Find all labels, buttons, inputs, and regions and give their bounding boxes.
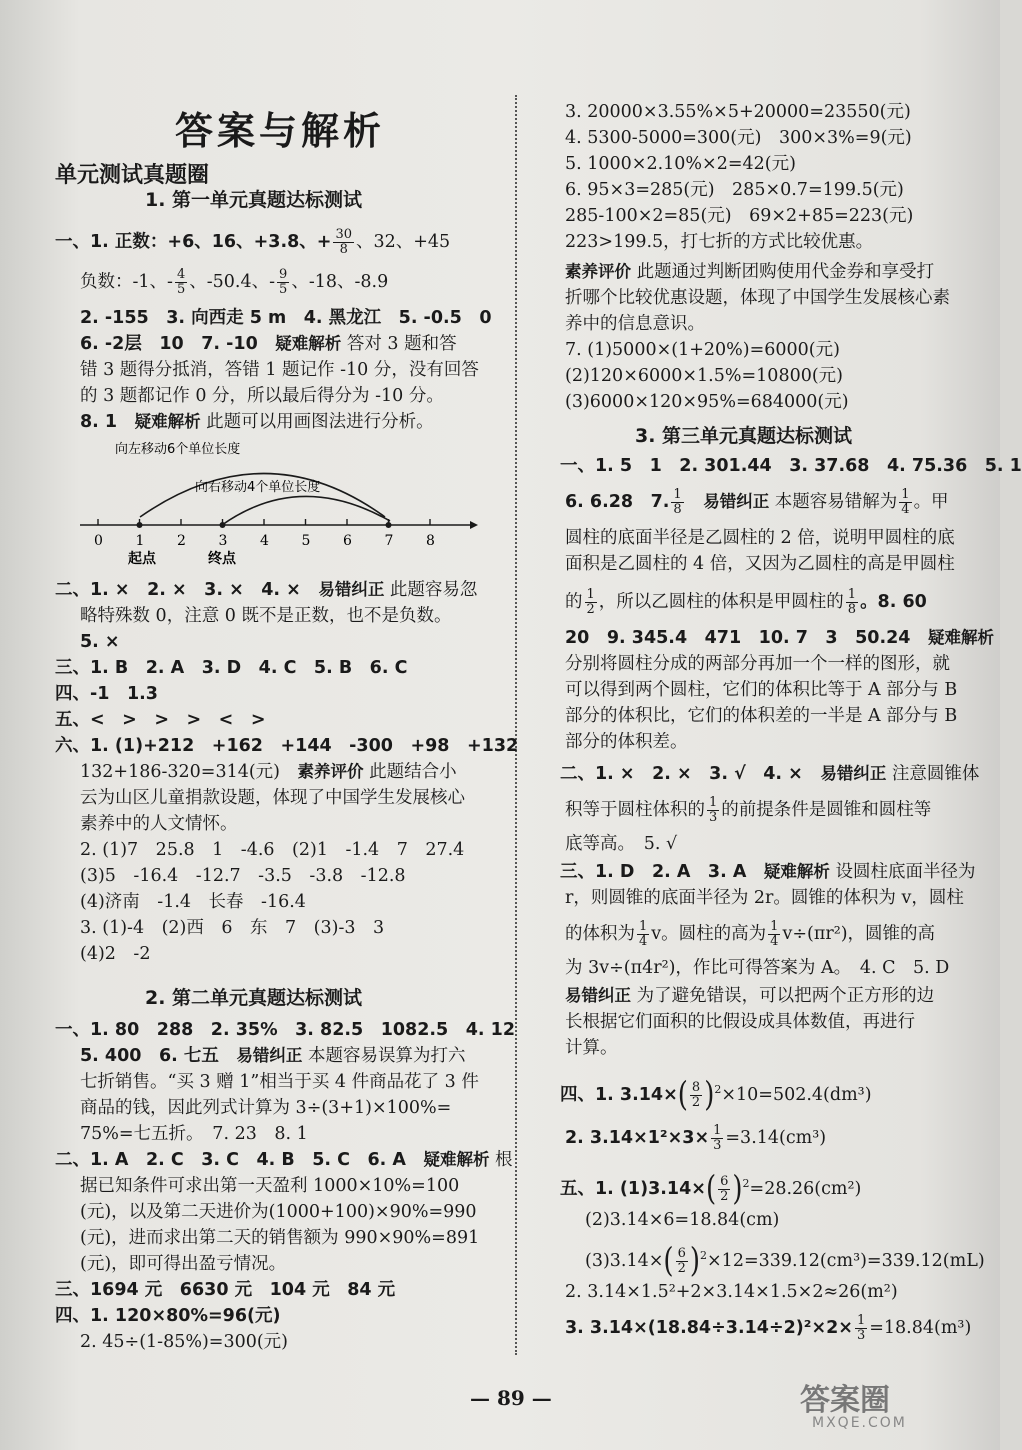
fraction: $\frac{1}{4}$ [901, 487, 910, 517]
page-number: — 89 — [470, 1386, 552, 1410]
answer-line: 负数：-1、- $\frac{4}{5}$ 、-50.4、- $\frac{9}{5}$ 、-18、-8.9 [80, 267, 389, 297]
axis-arrow [470, 521, 478, 529]
answer-line: 积等于圆柱体积的 $\frac{1}{3}$ 的前提条件是圆锥和圆柱等 [565, 795, 932, 825]
answer-line: 20 9. 345.4 471 10. 7 3 50.24 疑难解析 [565, 628, 994, 648]
answer-line: 2. 3.14×1.5²+2×3.14×1.5×2≈26(m²) [565, 1282, 898, 1302]
watermark-logo: 答案圈 [800, 1383, 890, 1418]
answer-line: (3)6000×120×95%=684000(元) [565, 392, 849, 412]
answer-line: 素养评价 此题通过判断团购使用代金券和享受打 [565, 262, 935, 282]
answer-line: 的 $\frac{1}{2}$ ，所以乙圆柱的体积是甲圆柱的 $\frac{1}{8}$ 。8. 60 [565, 587, 927, 617]
answer-line: 三、1. B 2. A 3. D 4. C 5. B 6. C [55, 658, 408, 678]
answer-line: 的 3 题都记作 0 分，所以最后得分为 -10 分。 [80, 386, 444, 406]
fraction: $\frac{6}{2}$ [677, 1245, 686, 1276]
tick-group [94, 519, 435, 549]
answer-line: 8. 1 疑难解析 此题可以用画图法进行分析。 [80, 412, 434, 432]
tick-label: 3 [218, 533, 228, 549]
section-title: 单元测试真题圈 [55, 163, 210, 188]
answer-line: 三、1. D 2. A 3. A 疑难解析 设圆柱底面半径为 [560, 862, 976, 882]
answer-line: 二、1. × 2. × 3. √ 4. × 易错纠正 注意圆锥体 [560, 764, 980, 784]
answer-line: 底等高。 5. √ [565, 834, 678, 854]
answer-line: 6. 6.28 7. $\frac{1}{8}$ 易错纠正 本题容易错解为 $\frac{1}{4}$ 。甲 [565, 487, 949, 517]
tick-label: 1 [135, 533, 145, 549]
fraction: $\frac{1}{4}$ [639, 919, 648, 949]
answer-line: 五、1. (1)3.14×( $\frac{6}{2}$ )$^2$=28.26(cm²) [560, 1169, 862, 1209]
answer-line: (3)3.14×( $\frac{6}{2}$ )$^2$×12=339.12(cm³)=339.12(mL) [585, 1241, 985, 1281]
answer-line: 易错纠正 为了避免错误，可以把两个正方形的边 [565, 986, 935, 1006]
answer-line: 素养中的人文情怀。 [80, 814, 238, 834]
answer-line: (2)3.14×6=18.84(cm) [585, 1210, 780, 1230]
answer-line: 部分的体积差。 [565, 732, 688, 752]
answer-line: (4)2 -2 [80, 944, 151, 964]
unit1-heading: 1. 第一单元真题达标测试 [145, 189, 363, 211]
answer-line: 面积是乙圆柱的 4 倍，又因为乙圆柱的高是甲圆柱 [565, 554, 955, 574]
answer-line: 云为山区儿童捐款设题，体现了中国学生发展核心 [80, 788, 465, 808]
answer-line: 的体积为 $\frac{1}{4}$ v。圆柱的高为 $\frac{1}{4}$ v÷(πr²)，圆锥的高 [565, 919, 936, 949]
answer-line: 3. 20000×3.55%×5+20000=23550(元) [565, 102, 911, 122]
fraction: $\frac{1}{2}$ [586, 587, 595, 617]
answer-line: 商品的钱，因此列式计算为 3÷(3+1)×100%= [80, 1098, 452, 1118]
tick-label: 8 [426, 533, 435, 549]
answer-line: 4. 5300-5000=300(元) 300×3%=9(元) [565, 128, 912, 148]
answer-line: 285-100×2=85(元) 69×2+85=223(元) [565, 206, 914, 226]
answer-line: 长根据它们面积的比假设成具体数值，再进行 [565, 1012, 915, 1032]
point-marker [220, 522, 226, 528]
answer-line: 养中的信息意识。 [565, 314, 705, 334]
answer-line: 二、1. A 2. C 3. C 4. B 5. C 6. A 疑难解析 根 [55, 1150, 513, 1170]
start-label: 起点 [128, 551, 156, 567]
answer-line: 部分的体积比，它们的体积差的一半是 A 部分与 B [565, 706, 958, 726]
answer-line: 5. 1000×2.10%×2=42(元) [565, 154, 796, 174]
answer-line: 略特殊数 0，注意 0 既不是正数，也不是负数。 [80, 606, 452, 626]
answer-line: 一、1. 5 1 2. 301.44 3. 37.68 4. 75.36 5. 1 [560, 456, 1022, 476]
answer-line: r，则圆锥的底面半径为 2r。圆锥的体积为 v，圆柱 [565, 888, 964, 908]
fraction: $\frac{30}{8}$ [335, 227, 352, 257]
arc-left-label: 向左移动6个单位长度 [115, 442, 241, 457]
fraction: $\frac{1}{3}$ [709, 795, 718, 825]
watermark-url: MXQE.COM [812, 1415, 907, 1431]
answer-line: 5. × [80, 632, 120, 652]
answer-line: 223>199.5，打七折的方式比较优惠。 [565, 232, 874, 252]
answer-line: 6. 95×3=285(元) 285×0.7=199.5(元) [565, 180, 904, 200]
tick-label: 2 [177, 533, 186, 549]
answer-line: 六、1. (1)+212 +162 +144 -300 +98 +132 [55, 736, 519, 756]
tick-label: 6 [343, 533, 352, 549]
fraction: $\frac{1}{3}$ [713, 1123, 722, 1153]
answer-line: 2. -155 3. 向西走 5 m 4. 黑龙江 5. -0.5 0 [80, 308, 492, 328]
answer-line: 2. 3.14×1²×3× $\frac{1}{3}$ =3.14(cm³) [565, 1123, 827, 1153]
answer-line: 6. -2层 10 7. -10 疑难解析 答对 3 题和答 [80, 334, 457, 354]
answer-line: 错 3 题得分抵消，答错 1 题记作 -10 分，没有回答 [80, 360, 479, 380]
answer-line: 75%=七五折。 7. 23 8. 1 [80, 1124, 308, 1144]
fraction: $\frac{8}{2}$ [691, 1079, 701, 1110]
column-divider [515, 95, 517, 1355]
answer-line: 计算。 [565, 1038, 618, 1058]
answer-line: 三、1694 元 6630 元 104 元 84 元 [55, 1280, 396, 1300]
answer-line: (3)5 -16.4 -12.7 -3.5 -3.8 -12.8 [80, 866, 406, 886]
answer-line: 四、-1 1.3 [55, 684, 158, 704]
answer-line: 七折销售。“买 3 赠 1”相当于买 4 件商品花了 3 件 [80, 1072, 479, 1092]
answer-line: 132+186-320=314(元) 素养评价 此题结合小 [80, 762, 457, 782]
fraction: $\frac{1}{3}$ [856, 1313, 866, 1343]
answer-line: (元)，进而求出第二天的销售额为 990×90%=891 [80, 1228, 480, 1248]
answer-line: 一、1. 正数：+6、16、+3.8、+ $\frac{30}{8}$ 、32、+45 [55, 227, 451, 257]
answer-line: (4)济南 -1.4 长春 -16.4 [80, 892, 306, 912]
answer-line: 3. 3.14×(18.84÷3.14÷2)²×2× $\frac{1}{3}$ =18.84(m³) [565, 1313, 972, 1343]
fraction: $\frac{9}{5}$ [279, 267, 288, 297]
fraction: $\frac{1}{8}$ [673, 487, 682, 517]
point-marker [386, 522, 392, 528]
answer-line: 五、< > > > < > [55, 710, 266, 730]
page-title: 答案与解析 [175, 108, 386, 153]
unit3-heading: 3. 第三单元真题达标测试 [635, 425, 853, 447]
answer-line: 二、1. × 2. × 3. × 4. × 易错纠正 此题容易忽 [55, 580, 478, 600]
tick-label: 4 [260, 533, 269, 549]
answer-line: (2)120×6000×1.5%=10800(元) [565, 366, 844, 386]
answer-line: 圆柱的底面半径是乙圆柱的 2 倍，说明甲圆柱的底 [565, 528, 955, 548]
fraction: $\frac{1}{8}$ [847, 587, 857, 617]
answer-line: 一、1. 80 288 2. 35% 3. 82.5 1082.5 4. 12 [55, 1020, 515, 1040]
answer-line: (元)，即可得出盈亏情况。 [80, 1254, 287, 1274]
answer-line: 分别将圆柱分成的两部分再加一个一样的图形，就 [565, 654, 950, 674]
tick-label: 7 [384, 533, 394, 549]
answer-line: 3. (1)-4 (2)西 6 东 7 (3)-3 3 [80, 918, 385, 938]
answer-line: 据已知条件可求出第一天盈利 1000×10%=100 [80, 1176, 460, 1196]
tick-label: 0 [94, 533, 103, 549]
tick-label: 5 [301, 533, 311, 549]
answer-line: 四、1. 120×80%=96(元) [55, 1306, 281, 1326]
answer-line: 可以得到两个圆柱，它们的体积比等于 A 部分与 B [565, 680, 958, 700]
answer-line: (元)，以及第二天进价为(1000+100)×90%=990 [80, 1202, 477, 1222]
answer-line: 7. (1)5000×(1+20%)=6000(元) [565, 340, 840, 360]
answer-line: 5. 400 6. 七五 易错纠正 本题容易误算为打六 [80, 1046, 466, 1066]
answer-line: 四、1. 3.14×( $\frac{8}{2}$ )$^2$×10=502.4(dm³) [560, 1075, 872, 1115]
arc-right-label: 向右移动4个单位长度 [195, 480, 321, 495]
answer-line: 2. (1)7 25.8 1 -4.6 (2)1 -1.4 7 27.4 [80, 840, 465, 860]
answer-line: 为 3v÷(π4r²)，作比可得答案为 A。 4. C 5. D [565, 958, 950, 978]
answer-line: 折哪个比较优惠设题，体现了中国学生发展核心素 [565, 288, 950, 308]
unit2-heading: 2. 第二单元真题达标测试 [145, 987, 363, 1009]
answer-line: 2. 45÷(1-85%)=300(元) [80, 1332, 289, 1352]
point-marker [137, 522, 143, 528]
fraction: $\frac{1}{4}$ [770, 919, 779, 949]
fraction: $\frac{6}{2}$ [720, 1173, 729, 1204]
end-label: 终点 [208, 551, 236, 567]
fraction: $\frac{4}{5}$ [176, 267, 186, 297]
number-line-figure [50, 442, 480, 580]
